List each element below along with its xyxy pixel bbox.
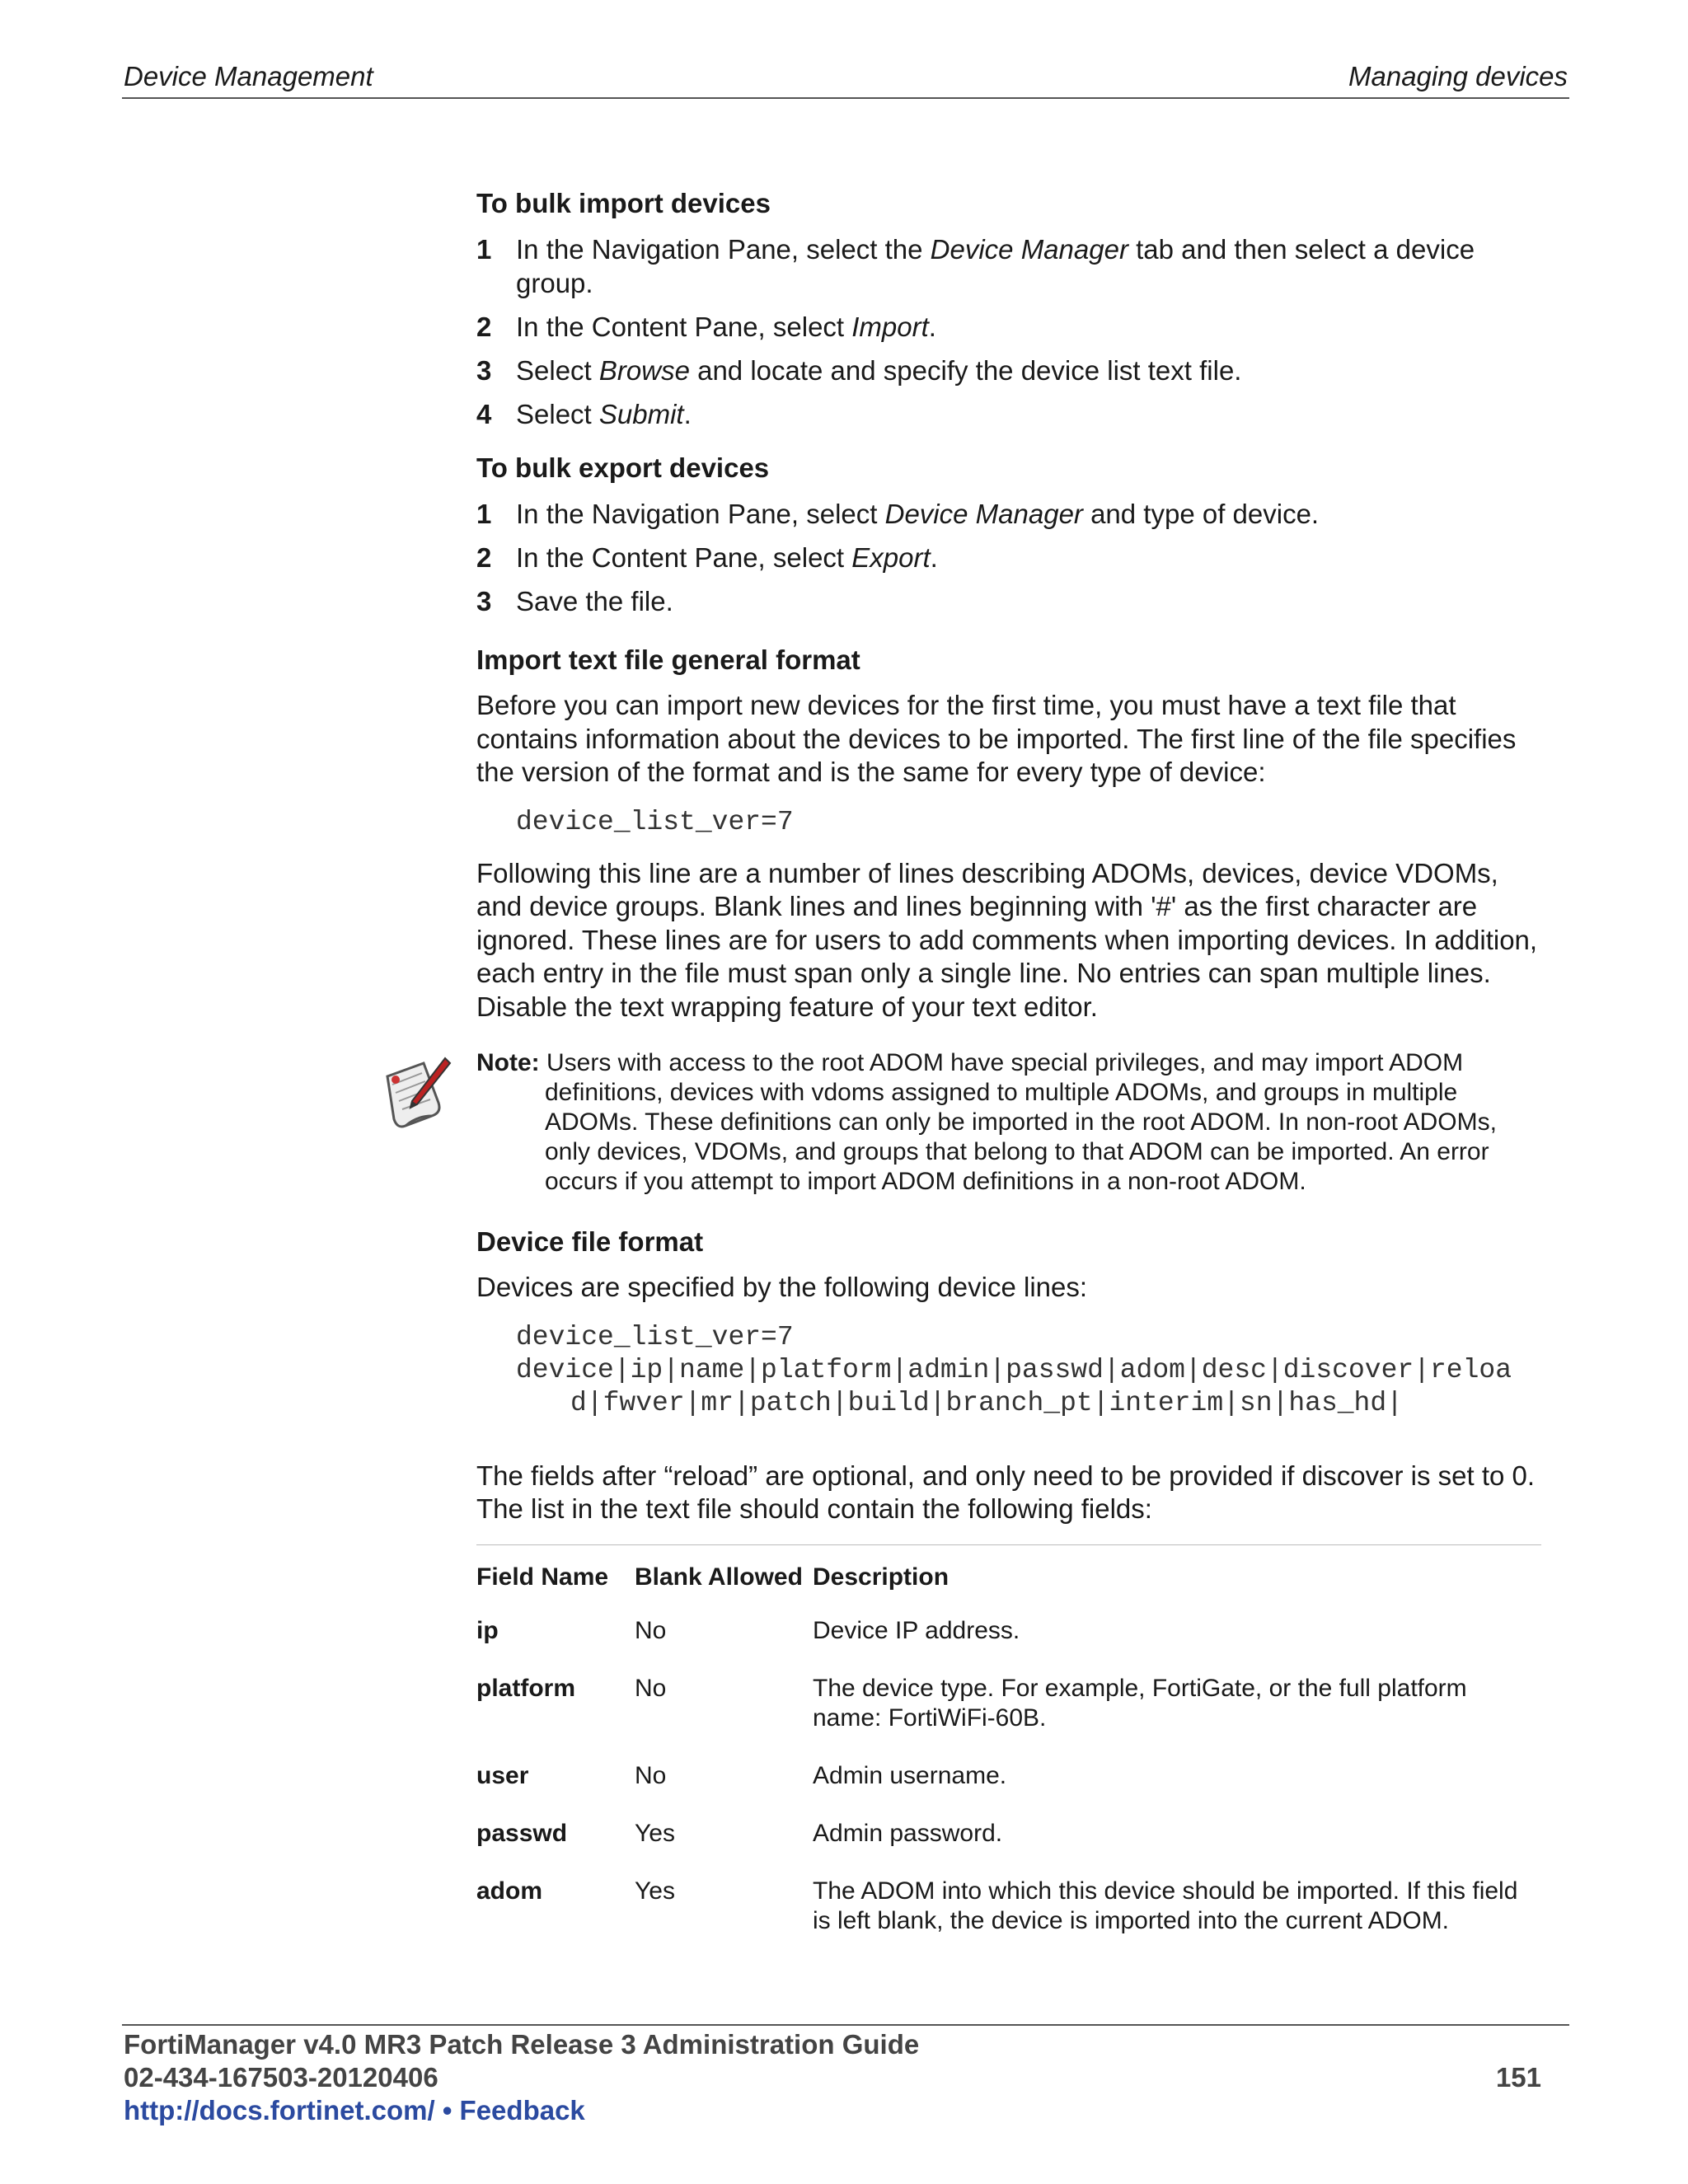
step-text: In the Content Pane, select	[516, 312, 852, 342]
blank-allowed-cell: No	[635, 1761, 667, 1789]
step-number: 2	[476, 542, 492, 573]
import-format-heading: Import text file general format	[476, 644, 860, 675]
field-name-cell: passwd	[476, 1819, 568, 1847]
table-row	[476, 1616, 1541, 1674]
step-text: Save the file.	[516, 586, 673, 616]
table-row	[476, 1674, 1541, 1761]
description-cell: Admin password.	[813, 1819, 1003, 1847]
footer-separator: •	[434, 2095, 460, 2125]
code-line-3: d|fwver|mr|patch|build|branch_pt|interim|sn|has_hd|	[570, 1387, 1403, 1418]
description-cell: The ADOM into which this device should be imported. If this field is left blank, the device is imported into the current ADOM.	[813, 1877, 1518, 1934]
field-name-cell: platform	[476, 1674, 575, 1702]
step-text: In the Navigation Pane, select	[516, 499, 885, 529]
step-text: In the Navigation Pane, select the	[516, 234, 931, 265]
step-text: Select	[516, 399, 599, 429]
optional-fields-paragraph: The fields after “reload” are optional, and only need to be provided if discover is set to 0. The list in the text file should contain the following fields:	[476, 1460, 1536, 1524]
running-header-left: Device Management	[124, 61, 373, 91]
step-text: and locate and specify the device list text file.	[689, 355, 1242, 386]
docs-link[interactable]: http://docs.fortinet.com/	[124, 2095, 435, 2125]
note-text	[476, 1048, 1541, 1197]
bulk-export-steps	[476, 497, 1541, 618]
ui-term: Export	[851, 542, 931, 573]
ui-term: Submit	[598, 399, 684, 429]
bulk-export-heading: To bulk export devices	[476, 452, 770, 483]
step-number: 1	[476, 234, 492, 265]
step-text: .	[928, 312, 936, 342]
step-number: 4	[476, 399, 492, 429]
fields-table	[476, 1544, 1541, 1964]
field-name-cell: user	[476, 1761, 529, 1789]
description-cell: Device IP address.	[813, 1616, 1020, 1644]
code-line-2: device|ip|name|platform|admin|passwd|adom|desc|discover|reloa	[516, 1354, 1512, 1385]
step-item	[476, 310, 1541, 344]
description-cell: The device type. For example, FortiGate, or the full platform name: FortiWiFi-60B.	[813, 1674, 1467, 1732]
ui-term: Browse	[598, 355, 690, 386]
feedback-link[interactable]: Feedback	[459, 2095, 585, 2125]
ui-term: Import	[851, 312, 929, 342]
header-rule	[122, 97, 1569, 99]
running-header-right: Managing devices	[1348, 61, 1568, 91]
description-cell: Admin username.	[813, 1761, 1007, 1789]
note-pencil-icon	[381, 1055, 453, 1134]
step-item	[476, 354, 1541, 387]
column-header-description: Description	[813, 1563, 950, 1591]
footer-rule	[122, 2024, 1569, 2026]
format-version-code: device_list_ver=7	[516, 806, 794, 837]
ui-term: Device Manager	[930, 234, 1128, 265]
field-name-cell: adom	[476, 1877, 543, 1905]
blank-allowed-cell: Yes	[635, 1877, 675, 1905]
bulk-import-heading: To bulk import devices	[476, 188, 771, 218]
device-format-heading: Device file format	[476, 1226, 704, 1257]
ui-term: Device Manager	[884, 499, 1083, 529]
bulk-import-steps	[476, 232, 1541, 431]
device-line-code	[516, 1321, 1541, 1420]
step-number: 1	[476, 499, 492, 529]
note-label: Note:	[476, 1049, 540, 1076]
step-item	[476, 232, 1541, 300]
blank-allowed-cell: No	[635, 1616, 667, 1644]
step-text: .	[930, 542, 938, 573]
step-text: tab and then select a device group.	[516, 234, 1475, 298]
page-number: 151	[1495, 2062, 1541, 2093]
import-lines-paragraph: Following this line are a number of lines describing ADOMs, devices, device VDOMs, and device groups. Blank lines and lines beginning with '#' as the first character are ignored. These lines are for users to add comments when importing devices. In addition, each entry in the file must span only a single line. No entries can span multiple lines. Disable the text wrapping feature of your text editor.	[476, 857, 1538, 1022]
note-body: Users with access to the root ADOM have special privileges, and may import ADOM definitions, devices with vdoms assigned to multiple ADOMs, and groups in multiple ADOMs. These definitions can only be imported in the root ADOM. In non-root ADOMs, only devices, VDOMs, and groups that belong to that ADOM can be imported. An error occurs if you attempt to import ADOM definitions in a non-root ADOM.	[545, 1049, 1497, 1195]
column-header-field-name: Field Name	[476, 1563, 609, 1591]
footer-links	[124, 2095, 585, 2126]
step-text: .	[683, 399, 692, 429]
table-row	[476, 1819, 1541, 1877]
table-row	[476, 1877, 1541, 1964]
column-header-blank-allowed: Blank Allowed	[635, 1563, 803, 1591]
step-item	[476, 541, 1541, 574]
note-block	[476, 1048, 1541, 1197]
step-text: and type of device.	[1082, 499, 1320, 529]
page-content	[476, 188, 1541, 1964]
field-name-cell: ip	[476, 1616, 499, 1644]
step-item	[476, 584, 1541, 618]
step-item	[476, 497, 1541, 531]
footer-doc-number: 02-434-167503-20120406	[124, 2062, 438, 2093]
step-number: 3	[476, 586, 492, 616]
import-format-paragraph: Before you can import new devices for the first time, you must have a text file that contains information about the devices to be imported. The first line of the file specifies the version of the format and is the same for every type of device:	[476, 690, 1517, 787]
device-format-intro: Devices are specified by the following device lines:	[476, 1272, 1088, 1302]
step-text: Select	[516, 355, 599, 386]
step-number: 3	[476, 355, 492, 386]
footer-guide-title: FortiManager v4.0 MR3 Patch Release 3 Administration Guide	[124, 2029, 920, 2060]
blank-allowed-cell: Yes	[635, 1819, 675, 1847]
table-header-row	[476, 1544, 1541, 1616]
blank-allowed-cell: No	[635, 1674, 667, 1702]
step-number: 2	[476, 312, 492, 342]
code-line-1: device_list_ver=7	[516, 1321, 794, 1352]
table-row	[476, 1761, 1541, 1819]
step-item	[476, 397, 1541, 431]
step-text: In the Content Pane, select	[516, 542, 852, 573]
